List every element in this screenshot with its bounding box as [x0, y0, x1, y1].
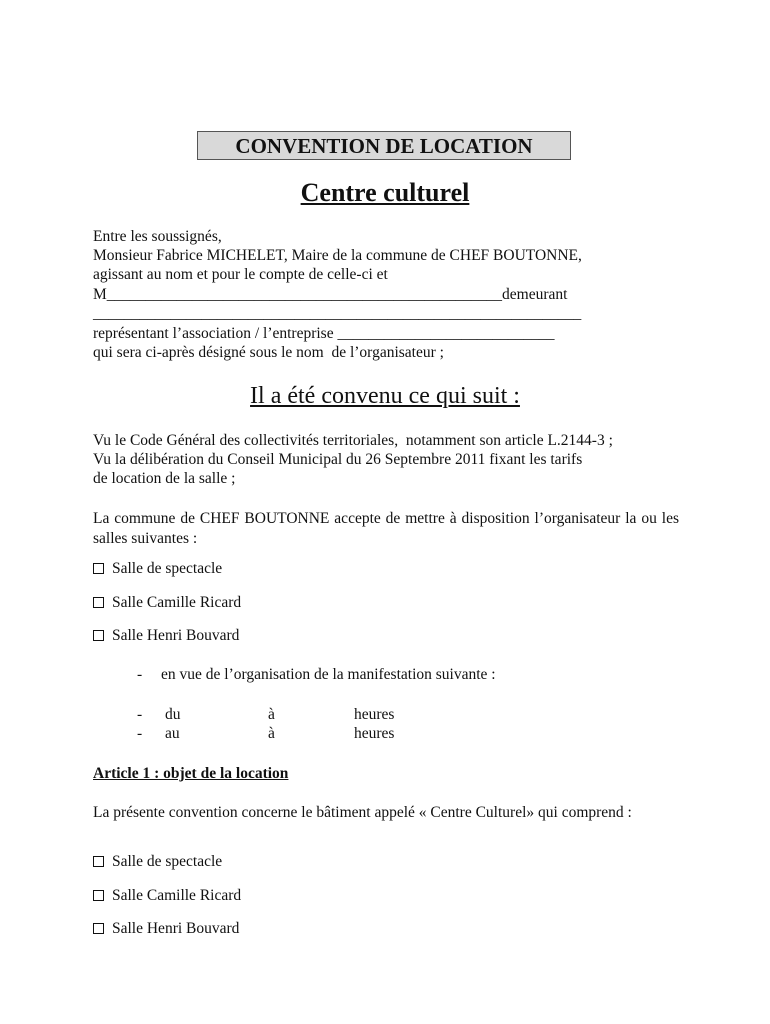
document-subtitle: Centre culturel: [300, 178, 470, 207]
checkbox-icon[interactable]: [93, 923, 104, 934]
legal-ref-line-3: de location de la salle ;: [93, 470, 236, 487]
event-dash: -: [137, 666, 143, 683]
room-checkbox-row[interactable]: [93, 886, 241, 906]
article-1-text: La présente convention concerne le bâtiment appelé « Centre Culturel» qui comprend :: [93, 804, 632, 821]
room-checkbox-row[interactable]: [93, 919, 239, 939]
parties-line-6: représentant l’association / l’entreprise ____________________________: [93, 325, 555, 342]
parties-line-4-blank: ___________________________________________________: [106, 286, 503, 303]
room-label: Salle Camille Ricard: [112, 887, 242, 904]
legal-ref-line-1: Vu le Code Général des collectivités territoriales, notamment son article L.2144-3 ;: [93, 432, 613, 449]
checkbox-icon[interactable]: [93, 563, 104, 574]
legal-ref-line-2: Vu la délibération du Conseil Municipal du 26 Septembre 2011 fixant les tarifs: [93, 451, 583, 468]
checkbox-icon[interactable]: [93, 856, 104, 867]
parties-line-2: Monsieur Fabrice MICHELET, Maire de la commune de CHEF BOUTONNE,: [93, 247, 582, 264]
parties-line-5: _______________________________________________________________: [93, 305, 582, 322]
section-heading: Il a été convenu ce qui suit :: [250, 383, 520, 409]
date-at-label: à: [268, 725, 275, 742]
checkbox-icon[interactable]: [93, 597, 104, 608]
parties-line-3: agissant au nom et pour le compte de celle-ci et: [93, 266, 388, 283]
parties-line-4-prefix: M: [93, 286, 107, 303]
event-line-text: en vue de l’organisation de la manifestation suivante :: [161, 666, 496, 683]
date-hours-label: heures: [354, 706, 395, 723]
date-dash: -: [137, 725, 143, 742]
date-from-label: du: [165, 706, 181, 723]
parties-line-4-suffix: demeurant: [502, 286, 568, 303]
room-label: Salle Camille Ricard: [112, 594, 242, 611]
date-hours-label: heures: [354, 725, 395, 742]
room-label: Salle Henri Bouvard: [112, 920, 240, 937]
room-label: Salle de spectacle: [112, 560, 223, 577]
checkbox-icon[interactable]: [93, 630, 104, 641]
document-title-box: CONVENTION DE LOCATION: [197, 131, 571, 160]
checkbox-icon[interactable]: [93, 890, 104, 901]
parties-line-1: Entre les soussignés,: [93, 228, 222, 245]
parties-line-4: [93, 285, 567, 305]
room-checkbox-row[interactable]: [93, 593, 241, 613]
room-checkbox-row[interactable]: [93, 559, 222, 579]
parties-line-7: qui sera ci-après désigné sous le nom de l’organisateur ;: [93, 344, 444, 361]
room-checkbox-row[interactable]: [93, 852, 222, 872]
room-checkbox-row[interactable]: [93, 626, 239, 646]
room-label: Salle Henri Bouvard: [112, 627, 240, 644]
provision-paragraph: La commune de CHEF BOUTONNE accepte de mettre à disposition l’organisateur la ou les salles suivantes :: [93, 510, 679, 547]
date-to-label: au: [165, 725, 180, 742]
room-label: Salle de spectacle: [112, 853, 223, 870]
date-dash: -: [137, 706, 143, 723]
article-1-title: Article 1 : objet de la location: [93, 765, 289, 782]
date-at-label: à: [268, 706, 275, 723]
